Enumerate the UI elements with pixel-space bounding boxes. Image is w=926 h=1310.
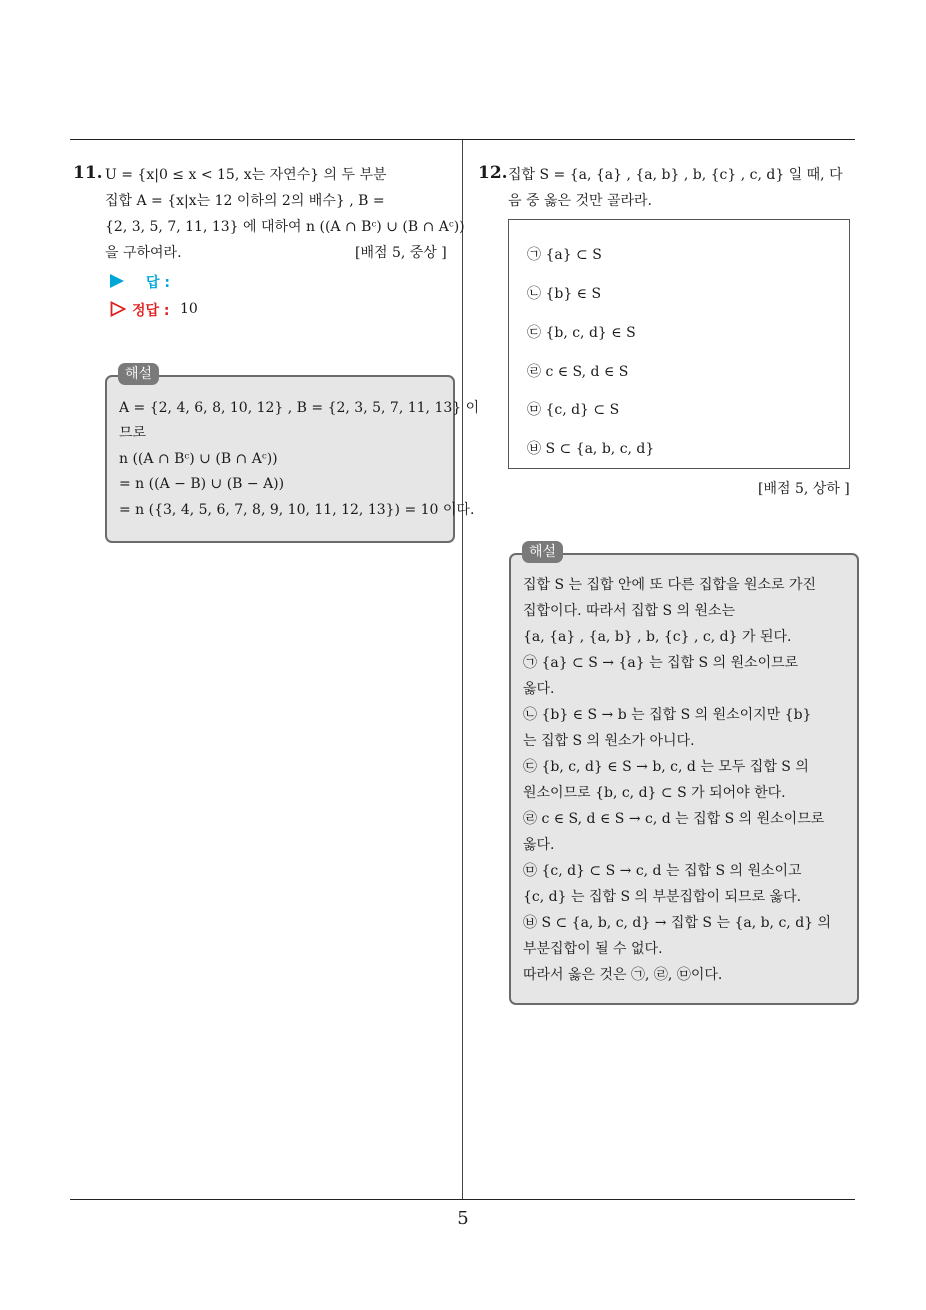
question-text-line: {2, 3, 5, 7, 11, 13} 에 대하여 n ((A ∩ Bᶜ) ∪ (B ∩ Aᶜ))	[105, 219, 465, 235]
solution-line: = n ({3, 4, 5, 6, 7, 8, 9, 10, 11, 12, 13}) = 10 이다.	[119, 502, 475, 518]
solution-line: 옳다.	[523, 837, 555, 853]
choice-item: ㉥ S ⊂ {a, b, c, d}	[527, 441, 655, 457]
solution-line: {c, d} 는 집합 S 의 부분집합이 되므로 옳다.	[523, 889, 802, 905]
solution-tag: 해설	[118, 363, 159, 385]
solution-line: A = {2, 4, 6, 8, 10, 12} , B = {2, 3, 5, 7, 11, 13} 이	[119, 400, 480, 416]
question-number: 12.	[478, 163, 508, 183]
choice-item: ㉢ {b, c, d} ∈ S	[527, 325, 636, 341]
solution-line: ㉠ {a} ⊂ S → {a} 는 집합 S 의 원소이므로	[523, 655, 799, 671]
choice-item: ㉤ {c, d} ⊂ S	[527, 402, 620, 418]
solution-line: ㉢ {b, c, d} ∈ S → b, c, d 는 모두 집합 S 의	[523, 759, 809, 775]
solution-line: 므로	[119, 425, 147, 441]
choice-item: ㉠ {a} ⊂ S	[527, 247, 602, 263]
bottom-rule	[70, 1199, 855, 1200]
solution-line: = n ((A − B) ∪ (B − A))	[119, 476, 285, 492]
solution-line: {a, {a} , {a, b} , b, {c} , c, d} 가 된다.	[523, 629, 792, 645]
solution-line: 집합 S 는 집합 안에 또 다른 집합을 원소로 가진	[523, 577, 817, 593]
column-divider	[462, 140, 463, 1200]
correct-value: 10	[180, 301, 198, 317]
question-number: 11.	[73, 163, 103, 183]
question-text-line: U = {x|0 ≤ x < 15, x는 자연수} 의 두 부분	[105, 167, 387, 183]
solution-line: ㉥ S ⊂ {a, b, c, d} → 집합 S 는 {a, b, c, d} 의	[523, 915, 832, 931]
outline-triangle-icon	[110, 301, 126, 317]
score-label: [배점 5, 상하 ]	[758, 481, 850, 497]
question-text-line: 음 중 옳은 것만 골라라.	[508, 193, 652, 209]
solution-line: n ((A ∩ Bᶜ) ∪ (B ∩ Aᶜ))	[119, 451, 278, 467]
question-text-line: 집합 S = {a, {a} , {a, b} , b, {c} , c, d} 일 때, 다	[508, 167, 843, 183]
correct-label: 정답 :	[132, 303, 170, 319]
solution-box	[105, 375, 480, 543]
solution-line: ㉡ {b} ∈ S → b 는 집합 S 의 원소이지만 {b}	[523, 707, 812, 723]
solution-line: ㉣ c ∈ S, d ∈ S → c, d 는 집합 S 의 원소이므로	[523, 811, 825, 827]
question-text-line: 집합 A = {x|x는 12 이하의 2의 배수} , B =	[105, 193, 385, 209]
solution-line: 부분집합이 될 수 없다.	[523, 941, 663, 957]
solution-line: ㉤ {c, d} ⊂ S → c, d 는 집합 S 의 원소이고	[523, 863, 802, 879]
choice-item: ㉡ {b} ∈ S	[527, 286, 602, 302]
solution-line: 는 집합 S 의 원소가 아니다.	[523, 733, 695, 749]
solution-line: 원소이므로 {b, c, d} ⊂ S 가 되어야 한다.	[523, 785, 786, 801]
choice-box	[508, 219, 850, 469]
question-text-line: 을 구하여라.	[105, 245, 182, 261]
solution-tag: 해설	[522, 541, 563, 563]
score-label: [배점 5, 중상 ]	[355, 245, 447, 261]
play-icon	[110, 274, 124, 288]
solution-line: 따라서 옳은 것은 ㉠, ㉣, ㉤이다.	[523, 967, 723, 983]
solution-box	[509, 553, 859, 1005]
solution-line: 집합이다. 따라서 집합 S 의 원소는	[523, 603, 736, 619]
page-number: 5	[457, 1208, 469, 1229]
solution-line: 옳다.	[523, 681, 555, 697]
choice-item: ㉣ c ∈ S, d ∈ S	[527, 364, 629, 380]
answer-label: 답 :	[146, 275, 170, 291]
